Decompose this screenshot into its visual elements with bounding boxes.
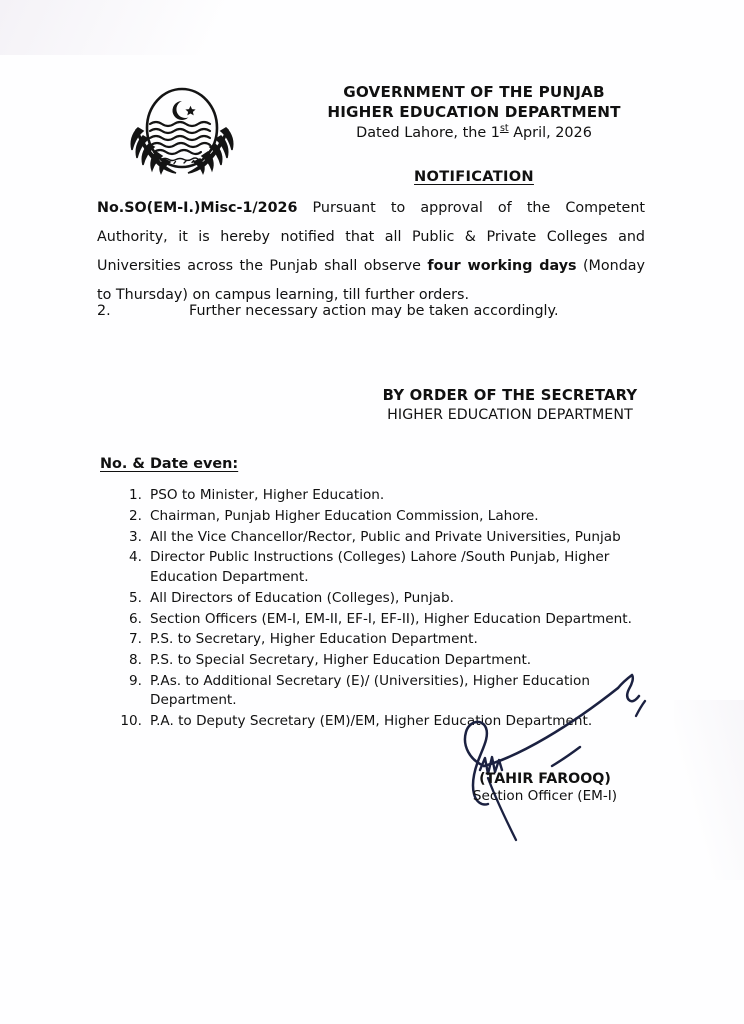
reference-number: No.SO(EM-I.)Misc-1/2026	[97, 200, 298, 216]
header-line-government: GOVERNMENT OF THE PUNJAB	[343, 83, 605, 101]
paragraph-2-number: 2.	[97, 303, 111, 319]
by-order-line-2: HIGHER EDUCATION DEPARTMENT	[387, 407, 633, 424]
list-item-label: Chairman, Punjab Higher Education Commission, Lahore.	[150, 507, 539, 524]
body-paragraph-2	[97, 298, 645, 324]
list-item-label: PSO to Minister, Higher Education.	[150, 487, 385, 503]
header-line-department: HIGHER EDUCATION DEPARTMENT	[327, 103, 621, 122]
list-item	[112, 486, 632, 506]
date-prefix: Dated Lahore, the 1	[356, 125, 500, 142]
date-suffix: April, 2026	[508, 125, 592, 142]
list-item	[112, 630, 632, 650]
list-item-number: 7.	[129, 631, 142, 648]
distribution-heading: No. & Date even:	[100, 456, 239, 472]
list-item-label: All Directors of Education (Colleges), Punjab.	[150, 589, 454, 606]
body-text-part-1: Pursuant to approval of the Competent Authority, it is hereby notified that all Public & Private Colleges and Universities across the Punjab shall observe	[97, 200, 645, 274]
list-item	[112, 610, 632, 630]
list-item-number: 2.	[129, 507, 142, 524]
signature-name-block	[400, 770, 690, 806]
list-item-number: 9.	[129, 672, 142, 689]
body-emphasis-four-working-days: four working days	[427, 258, 577, 274]
list-item-number: 3.	[129, 528, 142, 545]
list-item	[112, 589, 632, 609]
list-item-label: All the Vice Chancellor/Rector, Public and Private Universities, Punjab	[150, 528, 621, 545]
body-paragraph-1	[97, 194, 645, 310]
signatory-name: (TAHIR FAROOQ)	[479, 771, 611, 787]
list-item-number: 10.	[120, 713, 142, 730]
list-item-label: P.As. to Additional Secretary (E)/ (Universities), Higher Education Department.	[150, 672, 590, 709]
list-item	[112, 528, 632, 548]
paragraph-2-text: Further necessary action may be taken accordingly.	[189, 303, 559, 319]
list-item-number: 4.	[129, 549, 142, 566]
body-text-part-2: (Monday to Thursday) on campus learning, till further orders.	[97, 258, 645, 303]
by-order-line-1: BY ORDER OF THE SECRETARY	[382, 387, 638, 404]
notification-title-text: NOTIFICATION	[414, 168, 534, 185]
list-item	[112, 712, 632, 732]
list-item	[112, 651, 632, 671]
signatory-designation: Section Officer (EM-I)	[472, 788, 618, 805]
list-item-number: 5.	[129, 589, 142, 606]
list-item-label: Section Officers (EM-I, EM-II, EF-I, EF-II), Higher Education Department.	[150, 610, 632, 627]
list-item-label: P.S. to Secretary, Higher Education Department.	[150, 631, 478, 648]
list-item	[112, 548, 632, 587]
header-line-date	[228, 124, 720, 143]
date-ordinal-suffix: st	[499, 123, 509, 135]
punjab-government-emblem-icon	[126, 80, 238, 176]
list-item-label: P.A. to Deputy Secretary (EM)/EM, Higher Education Department.	[150, 713, 593, 730]
list-item	[112, 672, 632, 711]
list-item-number: 6.	[129, 610, 142, 627]
list-item	[112, 507, 632, 527]
list-item-number: 8.	[129, 652, 142, 669]
list-item-number: 1.	[129, 487, 142, 503]
scan-artifact-top-left	[0, 0, 300, 55]
document-header	[228, 82, 720, 143]
by-order-block	[330, 386, 690, 425]
notification-title	[228, 166, 720, 185]
list-item-label: P.S. to Special Secretary, Higher Education Department.	[150, 652, 532, 669]
distribution-list	[112, 486, 632, 733]
list-item-label: Director Public Instructions (Colleges) Lahore /South Punjab, Higher Education Department.	[150, 549, 610, 585]
